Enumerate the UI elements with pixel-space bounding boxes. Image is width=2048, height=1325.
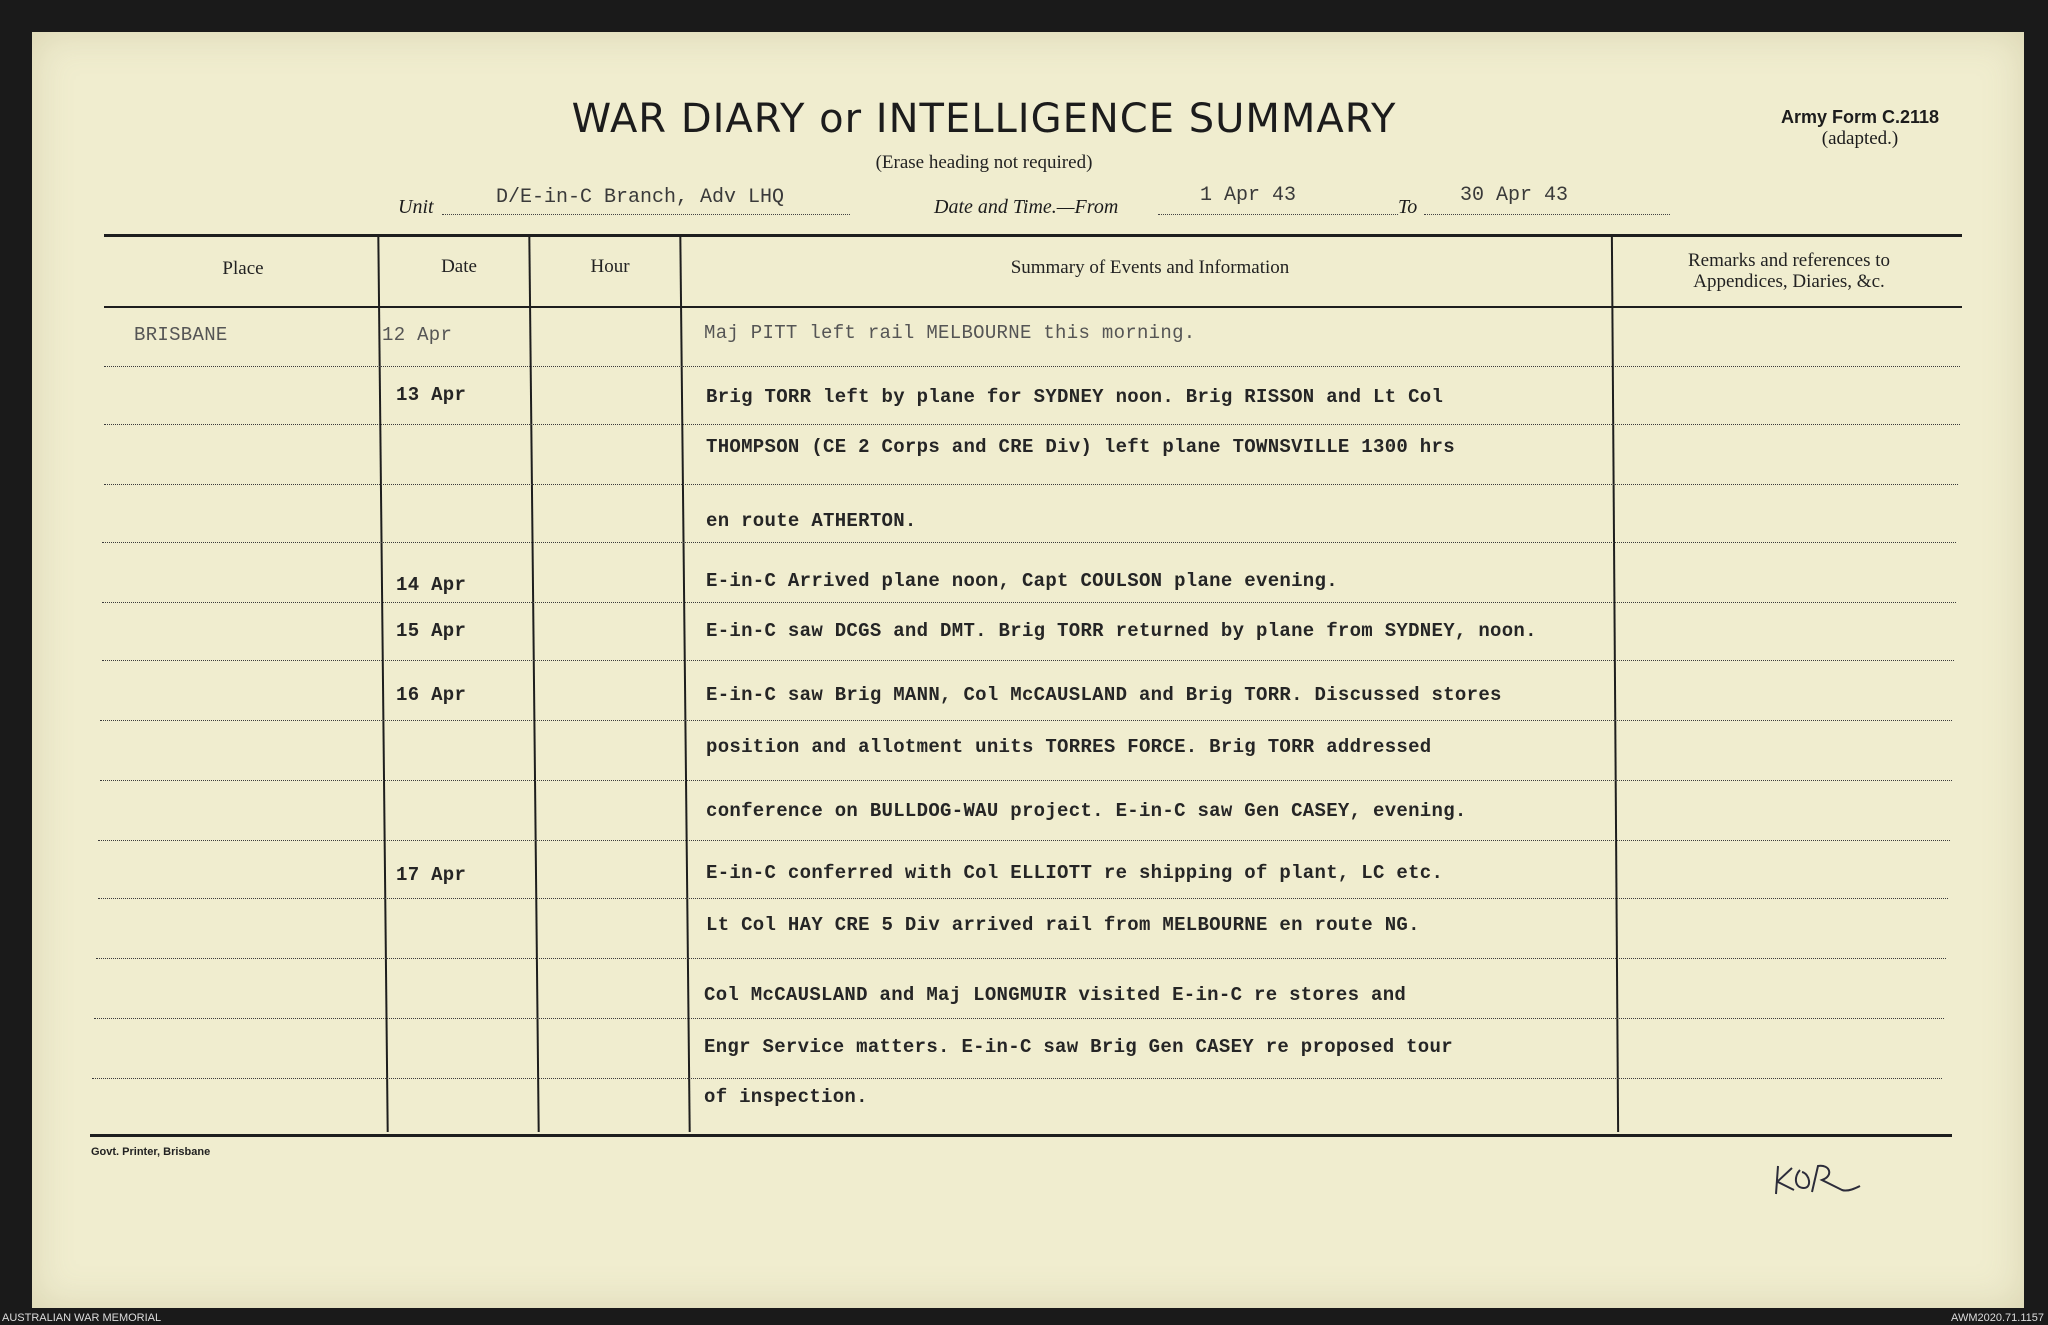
row-summary: Engr Service matters. E-in-C saw Brig Gen CASEY re proposed tour <box>704 1036 1453 1058</box>
unit-label: Unit <box>398 196 434 218</box>
row-date: 13 Apr <box>396 384 467 406</box>
row-line <box>98 898 1948 899</box>
row-summary: E-in-C saw DCGS and DMT. Brig TORR returned by plane from SYDNEY, noon. <box>706 620 1537 642</box>
row-line <box>104 366 1960 367</box>
row-summary: E-in-C Arrived plane noon, Capt COULSON plane evening. <box>706 570 1338 592</box>
remarks-header-line-1: Remarks and references to <box>1687 250 1891 271</box>
to-value: 30 Apr 43 <box>1460 184 1569 207</box>
column-header-hour: Hour <box>590 256 630 277</box>
row-line <box>94 1018 1944 1019</box>
date-from-label: Date and Time.—From <box>934 196 1119 218</box>
diary-sheet <box>32 32 2024 1308</box>
army-form-label <box>1740 106 1980 150</box>
from-dotline <box>1158 214 1398 215</box>
form-title: WAR DIARY or INTELLIGENCE SUMMARY <box>571 96 1397 142</box>
column-header-summary: Summary of Events and Information <box>1010 257 1290 278</box>
printer-imprint: Govt. Printer, Brisbane <box>91 1146 211 1158</box>
row-summary: Col McCAUSLAND and Maj LONGMUIR visited E-in-C re stores and <box>704 984 1407 1006</box>
footer-archive-name: AUSTRALIAN WAR MEMORIAL <box>2 1312 162 1324</box>
remarks-header-line-2: Appendices, Diaries, &c. <box>1693 271 1885 292</box>
row-date: 16 Apr <box>396 684 467 706</box>
row-line <box>100 780 1952 781</box>
to-dotline <box>1424 214 1670 215</box>
handwritten-initials-signature <box>1772 1158 1864 1202</box>
row-summary: position and allotment units TORRES FORCE. Brig TORR addressed <box>706 736 1432 758</box>
table-bottom-border <box>90 1134 1952 1137</box>
row-summary: Maj PITT left rail MELBOURNE this morning. <box>704 322 1196 344</box>
row-line <box>102 542 1956 543</box>
row-summary: conference on BULLDOG-WAU project. E-in-C saw Gen CASEY, evening. <box>706 800 1467 822</box>
row-summary: Brig TORR left by plane for SYDNEY noon. Brig RISSON and Lt Col <box>706 386 1444 408</box>
row-date: 15 Apr <box>396 620 467 642</box>
from-value: 1 Apr 43 <box>1200 184 1297 207</box>
row-line <box>104 424 1960 425</box>
row-date: 14 Apr <box>396 574 467 596</box>
row-line <box>98 840 1950 841</box>
row-summary: Lt Col HAY CRE 5 Div arrived rail from MELBOURNE en route NG. <box>706 914 1420 936</box>
row-summary: en route ATHERTON. <box>706 510 917 532</box>
table-header-border <box>104 306 1962 308</box>
row-place: BRISBANE <box>134 324 228 346</box>
footer-accession-number: AWM2020.71.1157 <box>1951 1312 2044 1324</box>
row-summary: E-in-C conferred with Col ELLIOTT re shipping of plant, LC etc. <box>706 862 1444 884</box>
army-form-adapted: (adapted.) <box>1821 128 1899 149</box>
table-top-border <box>104 234 1962 237</box>
row-summary: E-in-C saw Brig MANN, Col McCAUSLAND and Brig TORR. Discussed stores <box>706 684 1502 706</box>
column-header-place: Place <box>222 258 264 279</box>
row-summary: of inspection. <box>704 1086 868 1108</box>
unit-value: D/E-in-C Branch, Adv LHQ <box>496 186 785 209</box>
row-summary: THOMPSON (CE 2 Corps and CRE Div) left plane TOWNSVILLE 1300 hrs <box>706 436 1455 458</box>
row-line <box>92 1078 1942 1079</box>
row-line <box>96 958 1946 959</box>
army-form-number: Army Form C.2118 <box>1780 107 1940 127</box>
column-header-remarks <box>1616 250 1962 292</box>
unit-dotline <box>442 214 850 215</box>
row-line <box>100 720 1952 721</box>
column-header-date: Date <box>441 256 477 277</box>
row-line <box>104 484 1958 485</box>
row-date: 12 Apr <box>382 324 453 346</box>
row-date: 17 Apr <box>396 864 467 886</box>
form-subtitle: (Erase heading not required) <box>875 152 1093 173</box>
row-line <box>102 660 1954 661</box>
row-line <box>102 602 1956 603</box>
to-label: To <box>1398 196 1418 218</box>
